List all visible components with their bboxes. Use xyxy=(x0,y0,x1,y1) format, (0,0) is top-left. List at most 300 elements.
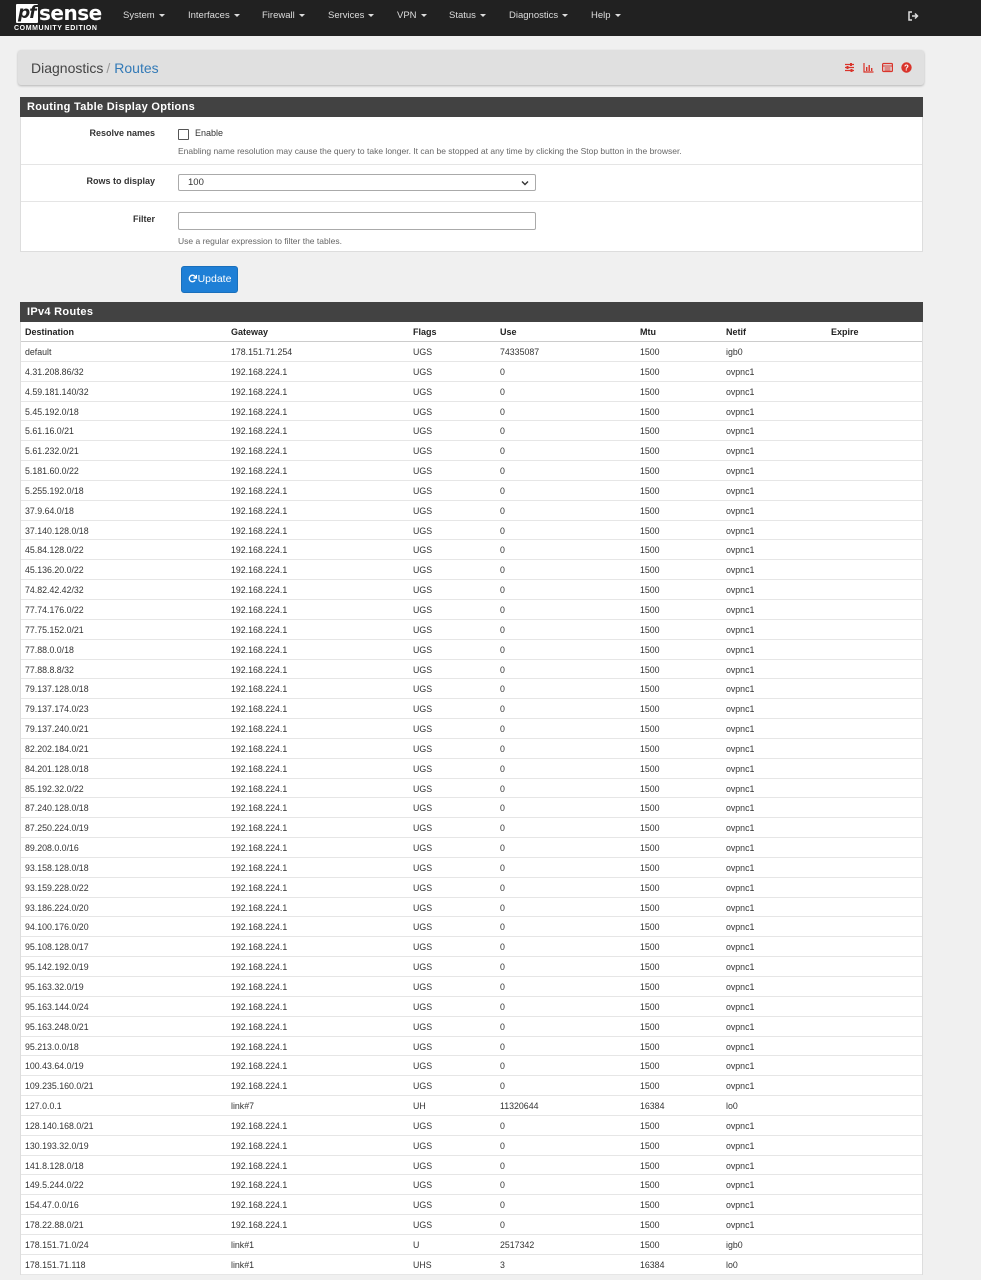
cell-gateway: 192.168.224.1 xyxy=(231,783,288,794)
cell-flags: UGS xyxy=(413,446,433,457)
cell-mtu: 1500 xyxy=(640,803,660,814)
cell-destination: 178.151.71.0/24 xyxy=(25,1239,89,1250)
cell-use: 74335087 xyxy=(500,347,540,357)
cell-netif: ovpnc1 xyxy=(726,1001,755,1012)
cell-use: 11320644 xyxy=(500,1101,539,1112)
cell-mtu: 1500 xyxy=(640,604,660,615)
column-header-use: Use xyxy=(500,327,517,337)
filter-input[interactable] xyxy=(178,212,536,230)
cell-netif: ovpnc1 xyxy=(726,862,755,873)
cell-flags: UGS xyxy=(413,1160,433,1171)
cell-flags: UGS xyxy=(413,1061,433,1072)
cell-flags: UGS xyxy=(413,882,433,893)
cell-use: 0 xyxy=(500,466,505,477)
table-row xyxy=(21,838,922,858)
cell-use: 0 xyxy=(500,1061,505,1072)
cell-netif: ovpnc1 xyxy=(726,466,755,477)
options-panel xyxy=(20,117,923,252)
cell-gateway: 192.168.224.1 xyxy=(231,862,288,873)
cell-mtu: 1500 xyxy=(640,644,660,655)
caret-down-icon xyxy=(368,14,374,17)
update-button-label: Update xyxy=(197,273,232,285)
cell-flags: UGS xyxy=(413,902,433,913)
cell-use: 0 xyxy=(500,823,505,834)
cell-destination: 5.61.16.0/21 xyxy=(25,426,74,437)
filter-row xyxy=(21,202,922,252)
cell-netif: ovpnc1 xyxy=(726,1180,755,1191)
cell-netif: ovpnc1 xyxy=(726,1081,755,1092)
cell-use: 0 xyxy=(500,704,505,715)
table-row xyxy=(21,1116,922,1136)
breadcrumb-separator: / xyxy=(106,60,111,76)
resolve-names-label: Resolve names xyxy=(89,128,155,138)
column-header-expire: Expire xyxy=(831,327,859,337)
nav-interfaces[interactable] xyxy=(188,10,240,21)
cell-destination: 5.255.192.0/18 xyxy=(25,485,84,496)
cell-gateway: 192.168.224.1 xyxy=(231,485,288,496)
cell-use: 0 xyxy=(500,962,505,973)
cell-destination: 93.158.128.0/18 xyxy=(25,862,89,873)
logout-icon[interactable] xyxy=(907,10,919,22)
table-row xyxy=(21,679,922,699)
cell-destination: 89.208.0.0/16 xyxy=(25,843,79,854)
nav-services-label: Services xyxy=(328,10,365,21)
cell-netif: ovpnc1 xyxy=(726,1021,755,1032)
cell-use: 0 xyxy=(500,922,505,933)
chevron-down-icon xyxy=(521,179,529,187)
cell-mtu: 1500 xyxy=(640,942,660,953)
cell-mtu: 1500 xyxy=(640,565,660,576)
resolve-names-row xyxy=(21,117,922,165)
table-row xyxy=(21,1215,922,1235)
cell-flags: UGS xyxy=(413,763,433,774)
cell-use: 0 xyxy=(500,684,505,695)
cell-mtu: 1500 xyxy=(640,902,660,913)
nav-help[interactable] xyxy=(591,10,621,21)
table-row xyxy=(21,660,922,680)
cell-use: 0 xyxy=(500,882,505,893)
cell-flags: UGS xyxy=(413,664,433,675)
cell-use: 0 xyxy=(500,1140,505,1151)
cell-flags: UGS xyxy=(413,585,433,596)
cell-netif: ovpnc1 xyxy=(726,485,755,496)
cell-use: 0 xyxy=(500,505,505,516)
caret-down-icon xyxy=(615,14,621,17)
cell-use: 0 xyxy=(500,585,505,596)
cell-use: 0 xyxy=(500,1041,505,1052)
cell-netif: igb0 xyxy=(726,1239,743,1250)
cell-mtu: 1500 xyxy=(640,585,660,596)
cell-use: 0 xyxy=(500,485,505,496)
cell-flags: UGS xyxy=(413,505,433,516)
table-row xyxy=(21,739,922,759)
nav-system-label: System xyxy=(123,10,155,21)
ipv4-panel-heading: IPv4 Routes xyxy=(20,302,923,322)
cell-mtu: 1500 xyxy=(640,1041,660,1052)
cell-destination: 95.108.128.0/17 xyxy=(25,942,89,953)
cell-mtu: 1500 xyxy=(640,1021,660,1032)
table-row xyxy=(21,957,922,977)
nav-firewall-label: Firewall xyxy=(262,10,295,21)
cell-flags: U xyxy=(413,1239,420,1250)
column-header-mtu: Mtu xyxy=(640,327,656,337)
cell-gateway: 192.168.224.1 xyxy=(231,982,288,992)
cell-destination: 82.202.184.0/21 xyxy=(25,743,89,754)
table-row xyxy=(21,779,922,799)
cell-destination: 84.201.128.0/18 xyxy=(25,763,89,774)
cell-gateway: 192.168.224.1 xyxy=(231,684,288,695)
cell-destination: 74.82.42.42/32 xyxy=(25,585,84,596)
table-row xyxy=(21,560,922,580)
table-row xyxy=(21,878,922,898)
cell-use: 0 xyxy=(500,803,505,814)
cell-mtu: 1500 xyxy=(640,684,660,695)
cell-gateway: 192.168.224.1 xyxy=(231,823,288,834)
cell-destination: 4.59.181.140/32 xyxy=(25,386,89,397)
help-icon[interactable] xyxy=(901,62,912,73)
nav-interfaces-label: Interfaces xyxy=(188,10,230,21)
cell-netif: ovpnc1 xyxy=(726,604,755,615)
cell-mtu: 1500 xyxy=(640,1160,660,1171)
cell-netif: ovpnc1 xyxy=(726,803,755,814)
table-row xyxy=(21,402,922,422)
cell-flags: UGS xyxy=(413,366,433,377)
filter-label: Filter xyxy=(132,214,155,224)
cell-flags: UGS xyxy=(413,485,433,496)
cell-netif: ovpnc1 xyxy=(726,1200,755,1211)
table-row xyxy=(21,937,922,957)
cell-destination: 5.45.192.0/18 xyxy=(25,406,79,417)
cell-netif: ovpnc1 xyxy=(726,684,755,695)
table-header-row xyxy=(21,322,922,342)
cell-use: 0 xyxy=(500,406,505,417)
breadcrumb-current-link[interactable]: Routes xyxy=(114,60,159,76)
cell-use: 0 xyxy=(500,1120,505,1131)
cell-gateway: 192.168.224.1 xyxy=(231,386,288,397)
nav-help-label: Help xyxy=(591,10,611,21)
cell-gateway: 192.168.224.1 xyxy=(231,1160,288,1171)
cell-gateway: 192.168.224.1 xyxy=(231,1140,288,1151)
cell-flags: UGS xyxy=(413,982,433,992)
cell-netif: ovpnc1 xyxy=(726,1041,755,1052)
cell-flags: UGS xyxy=(413,803,433,814)
cell-netif: ovpnc1 xyxy=(726,386,755,397)
cell-use: 0 xyxy=(500,724,505,735)
cell-netif: ovpnc1 xyxy=(726,1140,755,1151)
cell-destination: 94.100.176.0/20 xyxy=(25,922,89,933)
cell-flags: UGS xyxy=(413,684,433,695)
cell-netif: ovpnc1 xyxy=(726,843,755,854)
cell-use: 0 xyxy=(500,763,505,774)
nav-vpn[interactable] xyxy=(397,10,427,21)
cell-gateway: 192.168.224.1 xyxy=(231,604,288,615)
cell-destination: 141.8.128.0/18 xyxy=(25,1160,84,1171)
cell-destination: default xyxy=(25,347,52,357)
cell-mtu: 16384 xyxy=(640,1259,665,1270)
cell-flags: UGS xyxy=(413,386,433,397)
table-row xyxy=(21,600,922,620)
cell-gateway: 192.168.224.1 xyxy=(231,902,288,913)
cell-netif: ovpnc1 xyxy=(726,962,755,973)
cell-gateway: 192.168.224.1 xyxy=(231,545,288,556)
cell-gateway: 192.168.224.1 xyxy=(231,922,288,933)
cell-destination: 87.250.224.0/19 xyxy=(25,823,89,834)
breadcrumb-icons xyxy=(844,62,914,74)
cell-mtu: 16384 xyxy=(640,1101,665,1112)
cell-gateway: 192.168.224.1 xyxy=(231,763,288,774)
table-row xyxy=(21,1096,922,1116)
cell-flags: UGS xyxy=(413,1021,433,1032)
table-row xyxy=(21,580,922,600)
table-row xyxy=(21,501,922,521)
cell-netif: ovpnc1 xyxy=(726,664,755,675)
cell-gateway: 192.168.224.1 xyxy=(231,1200,288,1211)
cell-mtu: 1500 xyxy=(640,624,660,635)
refresh-icon xyxy=(188,274,197,283)
table-row xyxy=(21,640,922,660)
cell-netif: ovpnc1 xyxy=(726,783,755,794)
cell-use: 0 xyxy=(500,1081,505,1092)
cell-flags: UGS xyxy=(413,823,433,834)
update-button[interactable] xyxy=(181,266,238,293)
cell-use: 0 xyxy=(500,942,505,953)
cell-gateway: 192.168.224.1 xyxy=(231,1061,288,1072)
cell-flags: UH xyxy=(413,1101,426,1112)
cell-flags: UGS xyxy=(413,1220,433,1231)
logo-sense: sense xyxy=(39,1,102,25)
cell-mtu: 1500 xyxy=(640,783,660,794)
cell-netif: ovpnc1 xyxy=(726,882,755,893)
cell-netif: ovpnc1 xyxy=(726,505,755,516)
cell-use: 0 xyxy=(500,525,505,536)
rows-to-display-select[interactable] xyxy=(178,174,536,191)
cell-gateway: link#7 xyxy=(231,1101,254,1112)
options-panel-heading: Routing Table Display Options xyxy=(20,97,923,117)
cell-flags: UGS xyxy=(413,1001,433,1012)
table-row xyxy=(21,342,922,362)
chart-icon[interactable] xyxy=(863,62,874,73)
cell-flags: UGS xyxy=(413,525,433,536)
sliders-icon[interactable] xyxy=(844,62,855,73)
cell-mtu: 1500 xyxy=(640,763,660,774)
cell-flags: UGS xyxy=(413,922,433,933)
cell-mtu: 1500 xyxy=(640,347,660,357)
caret-down-icon xyxy=(562,14,568,17)
pfsense-logo[interactable] xyxy=(14,2,104,34)
table-row xyxy=(21,461,922,481)
cell-gateway: 192.168.224.1 xyxy=(231,664,288,675)
cell-use: 0 xyxy=(500,565,505,576)
cell-gateway: 192.168.224.1 xyxy=(231,466,288,477)
cell-destination: 128.140.168.0/21 xyxy=(25,1120,94,1131)
cell-netif: ovpnc1 xyxy=(726,1061,755,1072)
cell-use: 0 xyxy=(500,446,505,457)
table-row xyxy=(21,620,922,640)
cell-mtu: 1500 xyxy=(640,1001,660,1012)
cell-destination: 178.151.71.118 xyxy=(25,1259,86,1270)
cell-use: 0 xyxy=(500,1180,505,1191)
cell-mtu: 1500 xyxy=(640,505,660,516)
cell-destination: 77.74.176.0/22 xyxy=(25,604,84,615)
cell-netif: ovpnc1 xyxy=(726,942,755,953)
cell-mtu: 1500 xyxy=(640,366,660,377)
caret-down-icon xyxy=(234,14,240,17)
nav-system[interactable] xyxy=(123,10,165,21)
cell-flags: UGS xyxy=(413,1200,433,1211)
cell-netif: lo0 xyxy=(726,1101,738,1112)
cell-destination: 79.137.174.0/23 xyxy=(25,704,89,715)
cell-destination: 37.9.64.0/18 xyxy=(25,505,74,516)
cell-destination: 77.75.152.0/21 xyxy=(25,624,84,635)
caret-down-icon xyxy=(480,14,486,17)
cell-netif: ovpnc1 xyxy=(726,1120,755,1131)
resolve-names-checkbox[interactable] xyxy=(178,129,189,140)
rows-to-display-label: Rows to display xyxy=(86,176,155,186)
cell-destination: 45.84.128.0/22 xyxy=(25,545,84,556)
cell-destination: 93.186.224.0/20 xyxy=(25,902,89,913)
logo-pf: pf xyxy=(18,3,36,23)
cell-flags: UGS xyxy=(413,1140,433,1151)
cell-gateway: 192.168.224.1 xyxy=(231,1041,288,1052)
cell-mtu: 1500 xyxy=(640,386,660,397)
cell-gateway: 192.168.224.1 xyxy=(231,366,288,377)
table-row xyxy=(21,1175,922,1195)
cell-use: 0 xyxy=(500,1220,505,1231)
cell-flags: UGS xyxy=(413,426,433,437)
cell-mtu: 1500 xyxy=(640,843,660,854)
filter-help: Use a regular expression to filter the tables. xyxy=(178,236,342,246)
cell-gateway: 192.168.224.1 xyxy=(231,446,288,457)
nav-diagnostics[interactable] xyxy=(509,10,568,21)
cell-destination: 109.235.160.0/21 xyxy=(25,1081,94,1092)
cell-destination: 130.193.32.0/19 xyxy=(25,1140,89,1151)
table-row xyxy=(21,898,922,918)
cell-gateway: 192.168.224.1 xyxy=(231,1220,288,1231)
cell-netif: ovpnc1 xyxy=(726,525,755,536)
nav-firewall[interactable] xyxy=(262,10,305,21)
cell-destination: 93.159.228.0/22 xyxy=(25,882,89,893)
cell-use: 0 xyxy=(500,843,505,854)
cell-netif: ovpnc1 xyxy=(726,763,755,774)
cell-use: 0 xyxy=(500,366,505,377)
cell-use: 0 xyxy=(500,743,505,754)
cell-netif: ovpnc1 xyxy=(726,1220,755,1231)
table-row xyxy=(21,421,922,441)
table-row xyxy=(21,382,922,402)
resolve-names-enable-label[interactable]: Enable xyxy=(195,128,224,138)
cell-mtu: 1500 xyxy=(640,485,660,496)
cell-mtu: 1500 xyxy=(640,743,660,754)
cell-destination: 37.140.128.0/18 xyxy=(25,525,89,536)
cell-destination: 4.31.208.86/32 xyxy=(25,366,84,377)
cell-flags: UGS xyxy=(413,545,433,556)
cell-flags: UGS xyxy=(413,783,433,794)
cell-mtu: 1500 xyxy=(640,525,660,536)
table-row xyxy=(21,521,922,541)
cell-netif: ovpnc1 xyxy=(726,1160,755,1171)
nav-status[interactable] xyxy=(449,10,486,21)
cell-gateway: 192.168.224.1 xyxy=(231,724,288,735)
cell-mtu: 1500 xyxy=(640,922,660,933)
cell-netif: ovpnc1 xyxy=(726,446,755,457)
cell-netif: ovpnc1 xyxy=(726,743,755,754)
cell-use: 0 xyxy=(500,386,505,397)
cell-mtu: 1500 xyxy=(640,1081,660,1092)
nav-vpn-label: VPN xyxy=(397,10,417,21)
cell-destination: 95.213.0.0/18 xyxy=(25,1041,79,1052)
table-row xyxy=(21,977,922,997)
cell-mtu: 1500 xyxy=(640,1061,660,1072)
cell-netif: ovpnc1 xyxy=(726,624,755,635)
cell-destination: 127.0.0.1 xyxy=(25,1101,62,1112)
cell-flags: UGS xyxy=(413,565,433,576)
cell-flags: UHS xyxy=(413,1259,432,1270)
table-row xyxy=(21,1017,922,1037)
column-header-gateway: Gateway xyxy=(231,327,269,337)
table-row xyxy=(21,362,922,382)
cell-destination: 5.181.60.0/22 xyxy=(25,466,79,477)
cell-flags: UGS xyxy=(413,1081,433,1092)
cell-flags: UGS xyxy=(413,466,433,477)
cell-use: 0 xyxy=(500,783,505,794)
cell-flags: UGS xyxy=(413,1041,433,1052)
table-row xyxy=(21,719,922,739)
cell-gateway: 192.168.224.1 xyxy=(231,1001,288,1012)
cell-gateway: 192.168.224.1 xyxy=(231,624,288,635)
cell-mtu: 1500 xyxy=(640,1120,660,1131)
cell-flags: UGS xyxy=(413,704,433,715)
breadcrumb xyxy=(18,50,924,85)
nav-services[interactable] xyxy=(328,10,374,21)
cell-netif: igb0 xyxy=(726,347,743,357)
resolve-names-help: Enabling name resolution may cause the query to take longer. It can be stopped at any time by clicking the Stop button in the browser. xyxy=(178,146,682,156)
cell-mtu: 1500 xyxy=(640,882,660,893)
cell-mtu: 1500 xyxy=(640,446,660,457)
log-icon[interactable] xyxy=(882,62,893,73)
table-row xyxy=(21,1156,922,1176)
column-header-flags: Flags xyxy=(413,327,437,337)
table-row xyxy=(21,818,922,838)
cell-destination: 154.47.0.0/16 xyxy=(25,1200,79,1211)
cell-destination: 95.163.248.0/21 xyxy=(25,1021,89,1032)
cell-use: 0 xyxy=(500,902,505,913)
cell-mtu: 1500 xyxy=(640,1220,660,1231)
cell-destination: 79.137.128.0/18 xyxy=(25,684,89,695)
cell-gateway: 192.168.224.1 xyxy=(231,803,288,814)
cell-use: 2517342 xyxy=(500,1239,535,1250)
cell-flags: UGS xyxy=(413,724,433,735)
table-row xyxy=(21,759,922,779)
cell-use: 0 xyxy=(500,1160,505,1171)
cell-mtu: 1500 xyxy=(640,1200,660,1211)
cell-use: 0 xyxy=(500,1200,505,1211)
table-row xyxy=(21,1037,922,1057)
column-header-destination: Destination xyxy=(25,327,75,337)
table-row xyxy=(21,441,922,461)
cell-gateway: 192.168.224.1 xyxy=(231,406,288,417)
cell-mtu: 1500 xyxy=(640,823,660,834)
cell-use: 0 xyxy=(500,982,505,992)
breadcrumb-parent: Diagnostics xyxy=(31,60,104,76)
cell-use: 0 xyxy=(500,604,505,615)
cell-flags: UGS xyxy=(413,604,433,615)
cell-mtu: 1500 xyxy=(640,982,660,992)
ipv4-routes-table xyxy=(20,322,923,1275)
cell-destination: 95.142.192.0/19 xyxy=(25,962,89,973)
cell-use: 0 xyxy=(500,644,505,655)
cell-flags: UGS xyxy=(413,743,433,754)
cell-flags: UGS xyxy=(413,962,433,973)
